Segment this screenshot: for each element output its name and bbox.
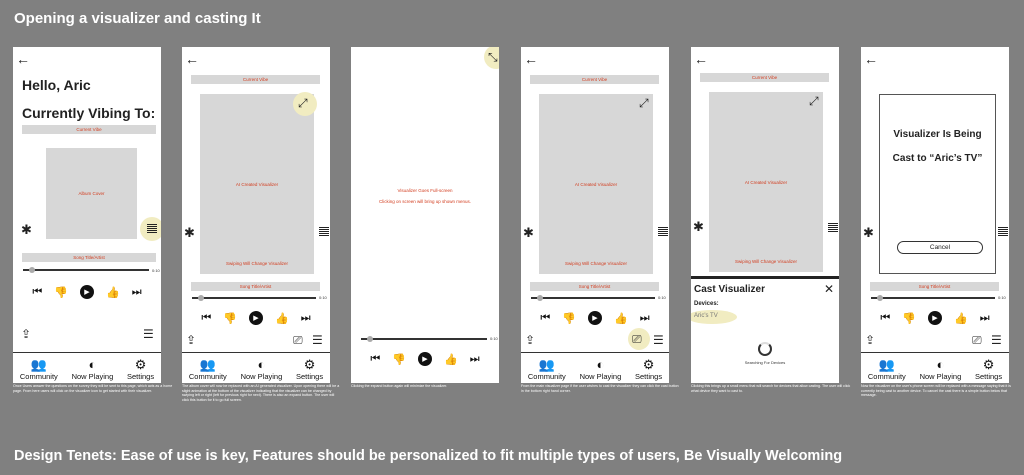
nav-now-playing[interactable] xyxy=(580,357,622,381)
nav-community-label: Community xyxy=(188,372,227,381)
loading-spinner-icon xyxy=(758,342,772,356)
back-arrow-icon[interactable]: ← xyxy=(864,51,878,67)
searching-text: Searching For Devices xyxy=(744,360,786,365)
bluetooth-icon[interactable]: ✱ xyxy=(21,222,32,237)
time-label: 0:10 xyxy=(490,336,498,341)
play-icon[interactable]: ▶ xyxy=(418,352,432,366)
now-playing-icon: ◐ xyxy=(596,357,605,372)
visualizer-icon[interactable] xyxy=(828,223,838,233)
cast-icon[interactable]: ⎚ xyxy=(632,332,642,346)
thumbs-down-icon[interactable]: 👎 xyxy=(562,312,576,325)
playback-controls xyxy=(13,285,161,299)
playback-controls xyxy=(521,311,669,325)
current-vibe-bar: Current Vibe xyxy=(191,75,320,84)
previous-icon[interactable]: ⏮ xyxy=(32,285,43,298)
cast-icon[interactable]: ⎚ xyxy=(972,333,982,347)
gear-icon: ⚙ xyxy=(982,357,995,372)
nav-community[interactable] xyxy=(868,357,906,381)
back-arrow-icon[interactable]: ← xyxy=(16,51,30,67)
nav-settings-label: Settings xyxy=(296,372,324,381)
current-vibe-bar: Current Vibe xyxy=(22,125,156,134)
menu-note: Clicking on screen will bring up shown menus. xyxy=(378,199,472,204)
visualizer-area xyxy=(539,94,653,274)
play-icon[interactable]: ▶ xyxy=(80,285,94,299)
nav-community-label: Community xyxy=(19,372,58,381)
gear-icon: ⚙ xyxy=(642,357,655,372)
share-icon[interactable]: ⇪ xyxy=(21,327,32,341)
cast-modal-line-2: Cast to “Aric’s TV” xyxy=(892,153,983,164)
bluetooth-icon[interactable]: ✱ xyxy=(523,225,534,240)
cast-modal-line-1: Visualizer Is Being xyxy=(893,129,982,140)
greeting-text: Hello, Aric xyxy=(22,77,91,93)
screen-home xyxy=(13,47,161,383)
thumbs-up-icon[interactable]: 👍 xyxy=(275,312,289,325)
visualizer-icon[interactable] xyxy=(998,227,1008,237)
song-title-bar: Song Title/Artist xyxy=(530,282,659,291)
visualizer-icon[interactable] xyxy=(658,227,668,237)
gear-icon: ⚙ xyxy=(303,357,316,372)
visualizer-icon[interactable] xyxy=(147,224,157,234)
visualizer-label: AI Created Visualizer xyxy=(744,179,788,185)
thumbs-up-icon[interactable]: 👍 xyxy=(614,312,628,325)
bottom-nav xyxy=(182,352,330,383)
bluetooth-icon[interactable]: ✱ xyxy=(693,219,704,234)
caption-screen-1: Once Users answer the questions on the survey they will be sent to this page, which acts as a home page. From here users will click on the visualizer icon to get started with their visualizer. xyxy=(13,384,173,393)
next-icon[interactable]: ⏭ xyxy=(639,311,650,324)
queue-icon[interactable]: ☰ xyxy=(991,333,1002,347)
progress-slider[interactable] xyxy=(192,297,316,299)
nav-community[interactable] xyxy=(20,357,58,381)
nav-settings[interactable] xyxy=(296,357,323,381)
previous-icon[interactable]: ⏮ xyxy=(540,311,551,324)
song-title-bar: Song Title/Artist xyxy=(22,253,156,262)
progress-slider[interactable] xyxy=(361,338,487,340)
queue-icon[interactable]: ☰ xyxy=(312,333,323,347)
next-icon[interactable]: ⏭ xyxy=(979,311,990,324)
page-header: Opening a visualizer and casting It xyxy=(14,10,261,27)
next-icon[interactable]: ⏭ xyxy=(469,352,480,365)
devices-label: Devices: xyxy=(694,301,719,307)
thumbs-up-icon[interactable]: 👍 xyxy=(106,286,120,299)
now-playing-icon: ◐ xyxy=(936,357,945,372)
vibing-heading: Currently Vibing To: xyxy=(22,105,156,121)
nav-now-playing-label: Now Playing xyxy=(240,372,283,381)
play-icon[interactable]: ▶ xyxy=(249,311,263,325)
swipe-hint: Swiping Will Change Visualizer xyxy=(735,259,797,264)
caption-screen-2: The album cover will now be replaced with an AI generated visualizer. Upon opening there will be a slight animation at the bottom of the visualizer indicating that the visualizer can be changed by swiping left or right (left for previous right for next). There is also an expand button. The user will click this button for it to go full screen. xyxy=(182,384,340,402)
previous-icon[interactable]: ⏮ xyxy=(880,311,891,324)
nav-settings[interactable] xyxy=(635,357,662,381)
progress-slider[interactable] xyxy=(871,297,995,299)
thumbs-down-icon[interactable]: 👎 xyxy=(54,286,68,299)
share-icon[interactable]: ⇪ xyxy=(525,333,536,347)
share-icon[interactable]: ⇪ xyxy=(186,333,197,347)
time-label: 0:10 xyxy=(658,295,666,300)
minimize-icon[interactable]: ⤡ xyxy=(488,50,498,64)
thumbs-down-icon[interactable]: 👎 xyxy=(223,312,237,325)
community-icon: 👥 xyxy=(199,357,216,372)
visualizer-icon[interactable] xyxy=(319,227,329,237)
share-icon[interactable]: ⇪ xyxy=(865,333,876,347)
screen-visualizer xyxy=(182,47,330,383)
playback-controls xyxy=(351,352,499,366)
now-playing-icon: ◐ xyxy=(257,357,266,372)
nav-now-playing[interactable] xyxy=(72,357,114,381)
nav-settings-label: Settings xyxy=(127,372,155,381)
visualizer-label: AI Created Visualizer xyxy=(574,181,618,187)
bottom-nav xyxy=(521,352,669,383)
thumbs-up-icon[interactable]: 👍 xyxy=(444,353,458,366)
slider-knob[interactable] xyxy=(198,295,204,301)
queue-icon[interactable]: ☰ xyxy=(143,327,154,341)
bluetooth-icon[interactable]: ✱ xyxy=(184,225,195,240)
screen-casting xyxy=(861,47,1009,383)
caption-screen-3: Clicking the expand button again will minimize the visualizer. xyxy=(351,384,448,388)
album-cover: Album Cover xyxy=(46,148,137,239)
nav-now-playing-label: Now Playing xyxy=(579,372,622,381)
playback-controls xyxy=(182,311,330,325)
next-icon[interactable]: ⏭ xyxy=(131,285,142,298)
play-icon[interactable]: ▶ xyxy=(588,311,602,325)
slider-knob[interactable] xyxy=(367,336,373,342)
expand-icon[interactable]: ⤢ xyxy=(298,96,308,110)
cast-panel-title: Cast Visualizer xyxy=(694,284,765,295)
bottom-nav xyxy=(13,352,161,383)
slider-knob[interactable] xyxy=(29,267,35,273)
nav-now-playing-label: Now Playing xyxy=(919,372,962,381)
song-title-bar: Song Title/Artist xyxy=(191,282,320,291)
screen-cast-menu xyxy=(691,47,839,383)
nav-settings-label: Settings xyxy=(975,372,1003,381)
device-item[interactable]: Aric's TV xyxy=(694,313,718,319)
nav-community-label: Community xyxy=(527,372,566,381)
progress-slider[interactable] xyxy=(23,269,149,271)
cast-modal xyxy=(879,94,996,274)
screen-visualizer-cast xyxy=(521,47,669,383)
close-icon[interactable]: ✕ xyxy=(823,282,834,296)
cast-panel xyxy=(691,276,839,383)
visualizer-area xyxy=(200,94,314,274)
now-playing-icon: ◐ xyxy=(88,357,97,372)
queue-icon[interactable]: ☰ xyxy=(653,333,664,347)
thumbs-down-icon[interactable]: 👎 xyxy=(902,312,916,325)
community-icon: 👥 xyxy=(30,357,47,372)
nav-now-playing-label: Now Playing xyxy=(71,372,114,381)
progress-slider[interactable] xyxy=(531,297,655,299)
slider-knob[interactable] xyxy=(537,295,543,301)
back-arrow-icon[interactable]: ← xyxy=(524,51,538,67)
song-title-bar: Song Title/Artist xyxy=(870,282,999,291)
bottom-nav xyxy=(861,352,1009,383)
nav-settings-label: Settings xyxy=(635,372,663,381)
thumbs-up-icon[interactable]: 👍 xyxy=(954,312,968,325)
caption-screen-6: Now the visualizer on the user's phone screen will be replaced with a message saying that it is currently being cast to another device. To cancel the cast there is a simple button below that message. xyxy=(861,384,1011,398)
expand-icon[interactable]: ⤢ xyxy=(639,96,649,110)
community-icon: 👥 xyxy=(878,357,895,372)
visualizer-area xyxy=(709,92,823,272)
slider-knob[interactable] xyxy=(877,295,883,301)
playback-controls xyxy=(861,311,1009,325)
back-arrow-icon[interactable]: ← xyxy=(185,51,199,67)
thumbs-down-icon[interactable]: 👎 xyxy=(392,353,406,366)
caption-screen-4: From the main visualizer page if the user wishes to cast the visualizer they can click the cast button in the bottom right hand corner. xyxy=(521,384,679,393)
nav-community-label: Community xyxy=(867,372,906,381)
swipe-hint: Swiping Will Change Visualizer xyxy=(226,261,288,266)
cast-icon[interactable]: ⎚ xyxy=(293,333,303,347)
gear-icon: ⚙ xyxy=(134,357,147,372)
current-vibe-bar: Current Vibe xyxy=(530,75,659,84)
time-label: 0:10 xyxy=(998,295,1006,300)
next-icon[interactable]: ⏭ xyxy=(300,311,311,324)
previous-icon[interactable]: ⏮ xyxy=(370,352,381,365)
current-vibe-bar: Current Vibe xyxy=(700,73,829,82)
time-label: 0:10 xyxy=(319,295,327,300)
caption-screen-5: Clicking this brings up a small menu that will search for devices that allow casting. The user will click what device they want to cast to. xyxy=(691,384,851,393)
back-arrow-icon[interactable]: ← xyxy=(694,51,708,67)
fullscreen-note: Visualizer Goes Full-screen xyxy=(397,188,453,193)
nav-community[interactable] xyxy=(189,357,227,381)
nav-now-playing[interactable] xyxy=(241,357,283,381)
nav-settings[interactable] xyxy=(975,357,1002,381)
nav-community[interactable] xyxy=(528,357,566,381)
play-icon[interactable]: ▶ xyxy=(928,311,942,325)
previous-icon[interactable]: ⏮ xyxy=(201,311,212,324)
community-icon: 👥 xyxy=(538,357,555,372)
design-tenets: Design Tenets: Ease of use is key, Features should be personalized to fit multiple types of users, Be Visually Welcoming xyxy=(14,448,843,464)
screen-fullscreen xyxy=(351,47,499,383)
visualizer-label: AI Created Visualizer xyxy=(235,181,279,187)
nav-now-playing[interactable] xyxy=(920,357,962,381)
bluetooth-icon[interactable]: ✱ xyxy=(863,225,874,240)
time-label: 0:10 xyxy=(152,268,160,273)
swipe-hint: Swiping Will Change Visualizer xyxy=(565,261,627,266)
cancel-button[interactable]: Cancel xyxy=(897,241,983,254)
expand-icon[interactable]: ⤢ xyxy=(809,94,819,108)
nav-settings[interactable] xyxy=(127,357,154,381)
